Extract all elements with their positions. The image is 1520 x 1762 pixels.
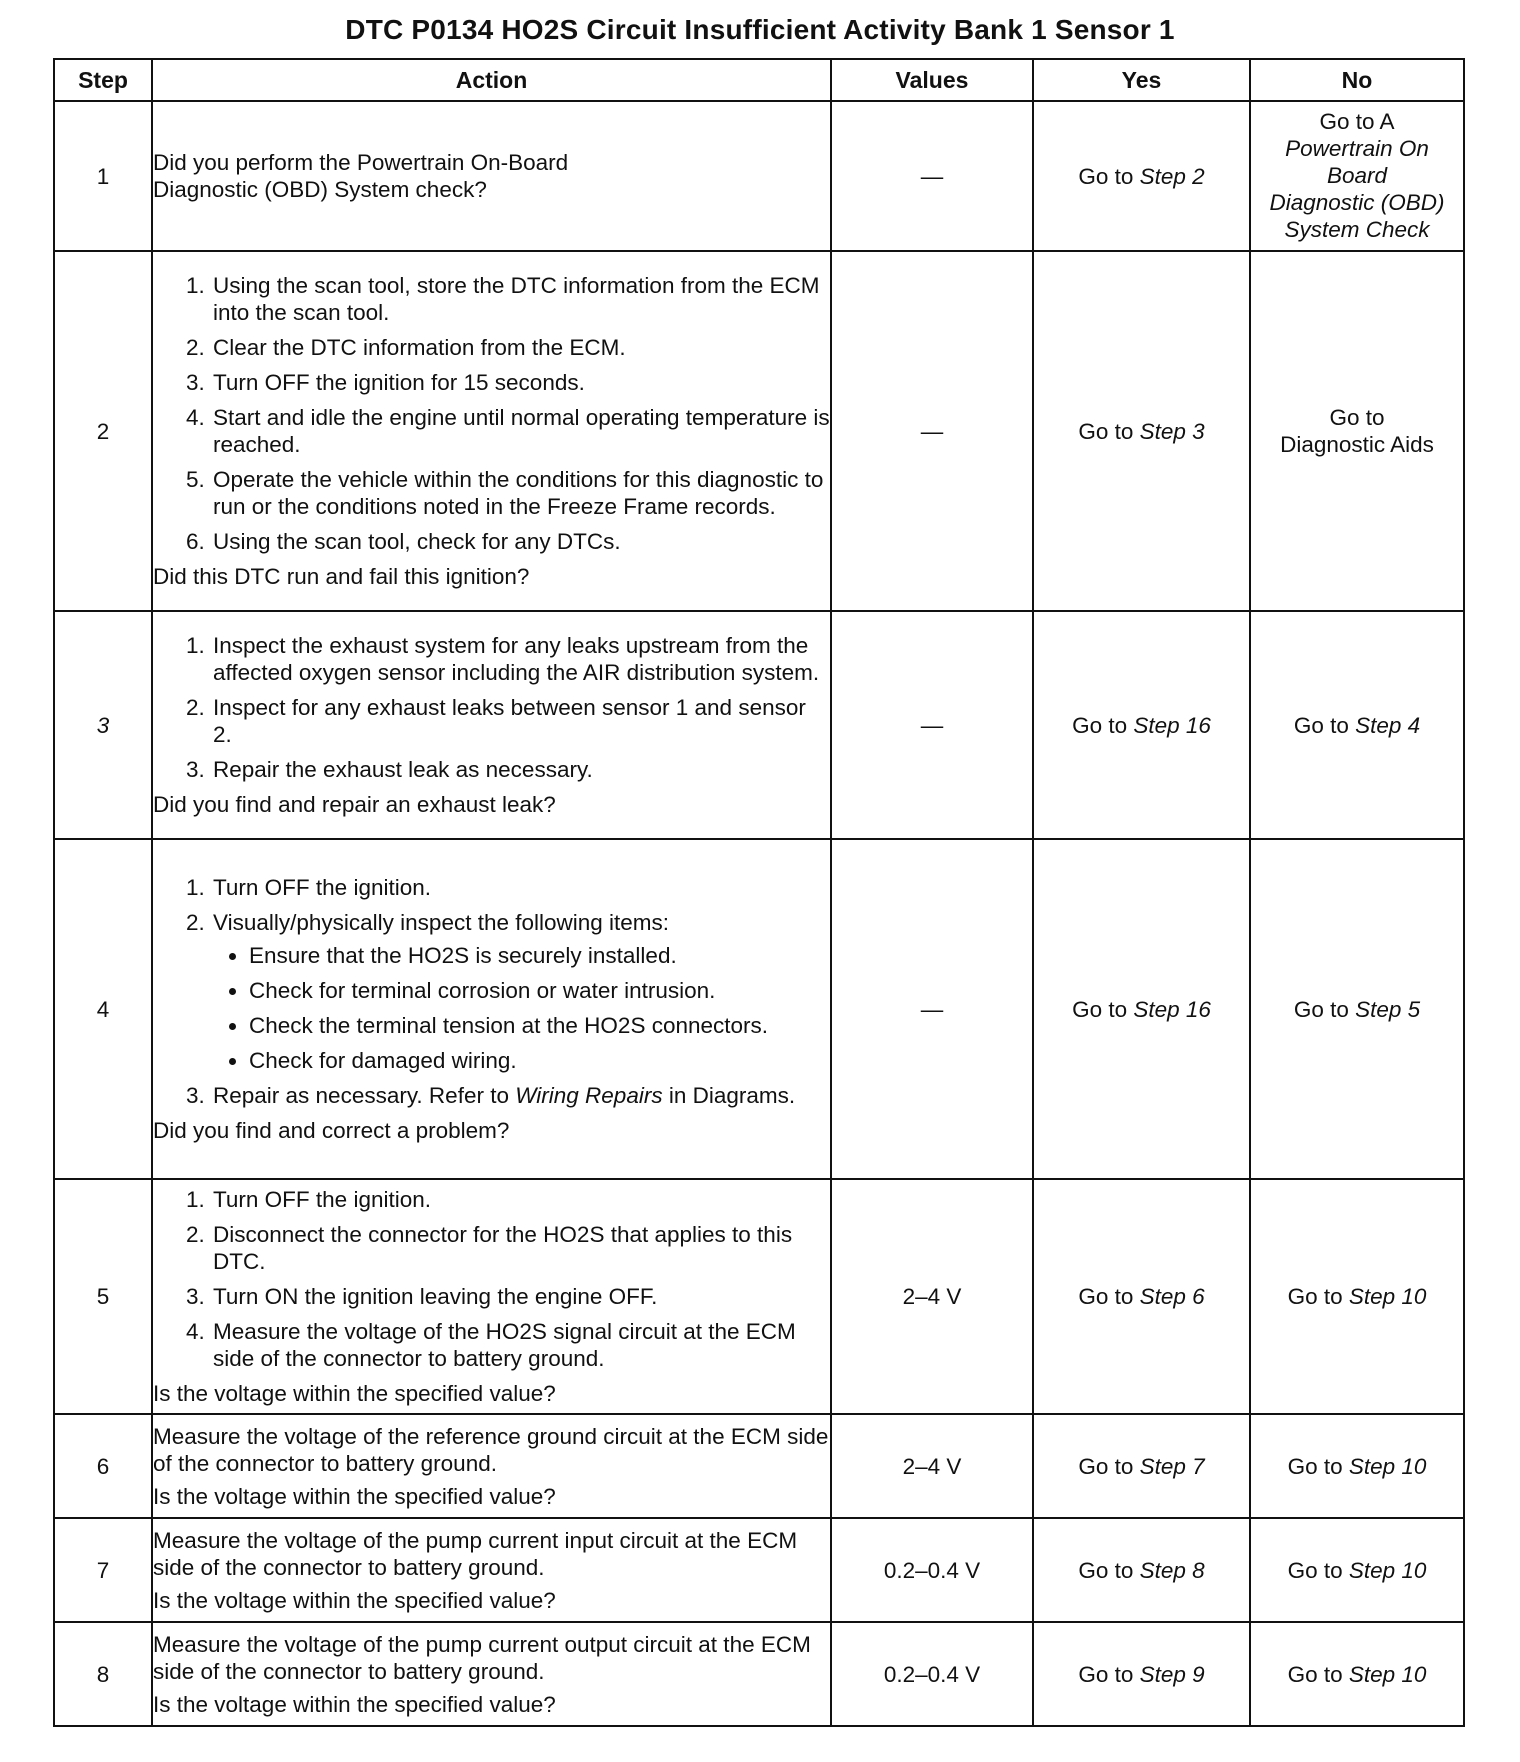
diagnostic-table bbox=[53, 58, 1465, 1727]
go-to-label: Go to bbox=[1078, 163, 1134, 189]
yes-cell bbox=[1033, 101, 1250, 251]
action-text: Measure the voltage of the pump current input circuit at the ECM side of the connector to battery ground. bbox=[153, 1527, 798, 1580]
no-line: Diagnostic (OBD) bbox=[1269, 190, 1445, 215]
action-item-text: Visually/physically inspect the following items: bbox=[213, 910, 670, 935]
yes-cell bbox=[1033, 839, 1250, 1179]
no-line: Powertrain On bbox=[1285, 136, 1429, 161]
yes-step-ref: Step 3 bbox=[1139, 418, 1205, 444]
action-item: 1. Using the scan tool, store the DTC information from the ECM into the scan tool. bbox=[211, 272, 830, 326]
value-cell: 0.2–0.4 V bbox=[831, 1622, 1033, 1726]
no-cell bbox=[1250, 1622, 1464, 1726]
table-row bbox=[54, 1518, 1464, 1622]
value-cell: — bbox=[831, 101, 1033, 251]
table-row bbox=[54, 839, 1464, 1179]
no-cell bbox=[1250, 1518, 1464, 1622]
yes-cell bbox=[1033, 611, 1250, 839]
go-to-label: Go to bbox=[1078, 1453, 1134, 1479]
table-row bbox=[54, 611, 1464, 839]
question-text: Did you perform the Powertrain On-Board Diagnostic (OBD) System check? bbox=[153, 150, 569, 202]
value-cell: — bbox=[831, 251, 1033, 611]
action-item: 2. Inspect for any exhaust leaks between sensor 1 and sensor 2. bbox=[211, 694, 830, 748]
bullet-item: • Check the terminal tension at the HO2S connectors. bbox=[249, 1012, 830, 1039]
action-cell bbox=[152, 101, 831, 251]
no-line: Diagnostic Aids bbox=[1280, 432, 1434, 457]
action-item: 3. Repair the exhaust leak as necessary. bbox=[211, 756, 830, 783]
step-number: 3 bbox=[54, 611, 152, 839]
header-no: No bbox=[1250, 59, 1464, 101]
action-cell bbox=[152, 251, 831, 611]
go-to-label: Go to bbox=[1078, 418, 1134, 444]
go-to-label: Go to bbox=[1072, 712, 1128, 738]
step-number: 7 bbox=[54, 1518, 152, 1622]
go-to-label: Go to bbox=[1078, 1557, 1134, 1583]
yes-cell bbox=[1033, 251, 1250, 611]
wiring-repairs-ref: Wiring Repairs bbox=[515, 1083, 663, 1108]
no-line: Board bbox=[1326, 163, 1388, 188]
action-cell bbox=[152, 1622, 831, 1726]
no-step-ref: Step 4 bbox=[1355, 712, 1421, 738]
no-cell bbox=[1250, 251, 1464, 611]
action-item: 4. Start and idle the engine until normal operating temperature is reached. bbox=[211, 404, 830, 458]
action-item: 3. Turn OFF the ignition for 15 seconds. bbox=[211, 369, 830, 396]
yes-cell bbox=[1033, 1179, 1250, 1414]
step-number: 6 bbox=[54, 1414, 152, 1518]
no-cell bbox=[1250, 101, 1464, 251]
value-cell: 2–4 V bbox=[831, 1179, 1033, 1414]
no-cell bbox=[1250, 611, 1464, 839]
action-cell bbox=[152, 1518, 831, 1622]
action-item: 2. Disconnect the connector for the HO2S that applies to this DTC. bbox=[211, 1221, 830, 1275]
question-text: Is the voltage within the specified value? bbox=[153, 1587, 556, 1613]
no-line: System Check bbox=[1284, 217, 1430, 242]
yes-cell bbox=[1033, 1518, 1250, 1622]
action-text: Measure the voltage of the pump current output circuit at the ECM side of the connector to battery ground. bbox=[153, 1631, 811, 1684]
table-header-row bbox=[54, 59, 1464, 101]
go-to-label: Go to bbox=[1287, 1453, 1343, 1479]
action-item bbox=[211, 909, 830, 1074]
step-number: 5 bbox=[54, 1179, 152, 1414]
no-cell bbox=[1250, 839, 1464, 1179]
bullet-item: • Check for terminal corrosion or water intrusion. bbox=[249, 977, 830, 1004]
go-to-label: Go to bbox=[1287, 1661, 1343, 1687]
no-step-ref: Step 10 bbox=[1348, 1284, 1427, 1309]
question-text: Is the voltage within the specified value? bbox=[153, 1691, 556, 1717]
header-values: Values bbox=[831, 59, 1033, 101]
action-item: 3. Repair as necessary. Refer to Wiring Repairs in Diagrams. bbox=[211, 1082, 830, 1109]
action-item: 1. Turn OFF the ignition. bbox=[211, 874, 830, 901]
go-to-label: Go to bbox=[1078, 1284, 1134, 1309]
document-title: DTC P0134 HO2S Circuit Insufficient Activity Bank 1 Sensor 1 bbox=[345, 14, 1175, 45]
yes-step-ref: Step 7 bbox=[1139, 1453, 1205, 1479]
question-text: Is the voltage within the specified value? bbox=[153, 1483, 556, 1509]
no-line: Go to A bbox=[1319, 109, 1395, 134]
action-item: 4. Measure the voltage of the HO2S signal circuit at the ECM side of the connector to battery ground. bbox=[211, 1318, 830, 1372]
go-to-label: Go to bbox=[1072, 996, 1128, 1022]
step-number: 8 bbox=[54, 1622, 152, 1726]
bullet-item: • Check for damaged wiring. bbox=[249, 1047, 830, 1074]
no-step-ref: Step 10 bbox=[1348, 1557, 1427, 1583]
header-yes: Yes bbox=[1033, 59, 1250, 101]
step-number: 4 bbox=[54, 839, 152, 1179]
action-item: 1. Turn OFF the ignition. bbox=[211, 1186, 830, 1213]
action-cell bbox=[152, 1179, 831, 1414]
action-item: 6. Using the scan tool, check for any DTCs. bbox=[211, 528, 830, 555]
value-cell: 0.2–0.4 V bbox=[831, 1518, 1033, 1622]
action-steps bbox=[153, 1186, 830, 1372]
no-step-ref: Step 10 bbox=[1348, 1453, 1427, 1479]
question-text: Did this DTC run and fail this ignition? bbox=[153, 564, 530, 589]
action-steps bbox=[153, 272, 830, 555]
action-cell bbox=[152, 1414, 831, 1518]
step-number: 1 bbox=[54, 101, 152, 251]
yes-step-ref: Step 9 bbox=[1139, 1661, 1205, 1687]
action-item: 1. Inspect the exhaust system for any leaks upstream from the affected oxygen sensor including the AIR distribution system. bbox=[211, 632, 830, 686]
yes-cell bbox=[1033, 1622, 1250, 1726]
no-cell bbox=[1250, 1179, 1464, 1414]
step-number: 2 bbox=[54, 251, 152, 611]
yes-step-ref: Step 8 bbox=[1139, 1557, 1205, 1583]
go-to-label: Go to bbox=[1287, 1284, 1343, 1309]
no-line: Go to bbox=[1329, 405, 1385, 430]
bullet-item: • Ensure that the HO2S is securely installed. bbox=[249, 942, 830, 969]
yes-step-ref: Step 16 bbox=[1133, 996, 1211, 1022]
go-to-label: Go to bbox=[1293, 712, 1349, 738]
yes-step-ref: Step 16 bbox=[1133, 712, 1211, 738]
table-row bbox=[54, 251, 1464, 611]
no-step-ref: Step 10 bbox=[1348, 1661, 1427, 1687]
question-text: Did you find and repair an exhaust leak? bbox=[153, 792, 556, 817]
table-row bbox=[54, 101, 1464, 251]
action-item: 5. Operate the vehicle within the conditions for this diagnostic to run or the conditions noted in the Freeze Frame records. bbox=[211, 466, 830, 520]
action-item: 3. Turn ON the ignition leaving the engine OFF. bbox=[211, 1283, 830, 1310]
yes-step-ref: Step 2 bbox=[1139, 163, 1205, 189]
header-step: Step bbox=[54, 59, 152, 101]
yes-cell bbox=[1033, 1414, 1250, 1518]
no-cell bbox=[1250, 1414, 1464, 1518]
go-to-label: Go to bbox=[1078, 1661, 1134, 1687]
action-item: 2. Clear the DTC information from the ECM. bbox=[211, 334, 830, 361]
table-row bbox=[54, 1414, 1464, 1518]
go-to-label: Go to bbox=[1287, 1557, 1343, 1583]
value-cell: — bbox=[831, 839, 1033, 1179]
no-step-ref: Step 5 bbox=[1355, 996, 1421, 1022]
action-cell bbox=[152, 611, 831, 839]
value-cell: — bbox=[831, 611, 1033, 839]
action-text: Measure the voltage of the reference ground circuit at the ECM side of the connector to battery ground. bbox=[153, 1423, 829, 1476]
question-text: Is the voltage within the specified value? bbox=[153, 1381, 556, 1406]
go-to-label: Go to bbox=[1293, 996, 1349, 1022]
table-row bbox=[54, 1622, 1464, 1726]
action-steps bbox=[153, 632, 830, 783]
header-action: Action bbox=[152, 59, 831, 101]
question-text: Did you find and correct a problem? bbox=[153, 1118, 510, 1143]
inspection-list bbox=[213, 942, 830, 1074]
action-cell bbox=[152, 839, 831, 1179]
yes-step-ref: Step 6 bbox=[1139, 1284, 1205, 1309]
table-row bbox=[54, 1179, 1464, 1414]
value-cell: 2–4 V bbox=[831, 1414, 1033, 1518]
action-steps bbox=[153, 874, 830, 1109]
